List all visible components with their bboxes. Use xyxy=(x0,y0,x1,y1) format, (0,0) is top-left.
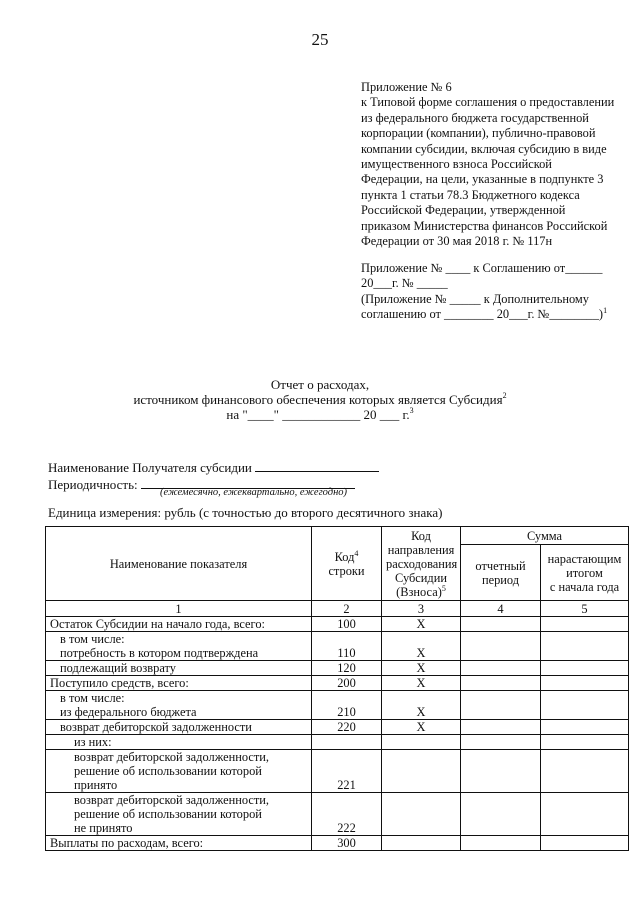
row-code-cell: 210 xyxy=(312,691,382,720)
header-reporting-period xyxy=(461,545,541,601)
reporting-value-cell[interactable] xyxy=(461,793,541,836)
indicator-name-cell xyxy=(46,691,312,720)
agreement-reference xyxy=(361,261,623,323)
cumulative-value-cell[interactable] xyxy=(541,676,629,691)
row-code-cell: 100 xyxy=(312,617,382,632)
title-line: Отчет о расходах, xyxy=(270,377,370,392)
direction-code-cell xyxy=(382,735,461,750)
header-text: Код xyxy=(411,528,431,543)
indicator-name-cell xyxy=(46,676,312,691)
table-row xyxy=(46,793,629,836)
cumulative-value-cell[interactable] xyxy=(541,735,629,750)
reporting-value-cell[interactable] xyxy=(461,750,541,793)
indicator-name-cell xyxy=(46,661,312,676)
header-row-code xyxy=(312,527,382,601)
footnote-mark: 4 xyxy=(354,548,359,558)
indicator-name: принято xyxy=(74,778,118,792)
header-text: (Взноса) xyxy=(396,584,442,599)
header-text: нарастающим xyxy=(547,551,622,566)
recipient-field: Наименование Получателя субсидии xyxy=(48,459,608,476)
header-text: с начала года xyxy=(549,579,620,594)
indicator-name-cell xyxy=(46,720,312,735)
cumulative-value-cell[interactable] xyxy=(541,632,629,661)
indicator-name: Выплаты по расходам, всего: xyxy=(50,836,204,850)
cumulative-value-cell[interactable] xyxy=(541,661,629,676)
direction-code-cell xyxy=(382,836,461,851)
indicator-name: Остаток Субсидии на начало года, всего: xyxy=(50,617,265,631)
cumulative-value-cell[interactable] xyxy=(541,836,629,851)
indicator-name: не принято xyxy=(74,821,133,835)
footnote-mark: 2 xyxy=(502,391,507,400)
agreement-line: соглашению от ________ 20___г. №________)$^1$ xyxy=(361,306,608,322)
row-code-cell: 200 xyxy=(312,676,382,691)
header-direction-code xyxy=(382,527,461,601)
row-code-cell: 120 xyxy=(312,661,382,676)
appendix-line: компании субсидии, включая субсидию в виде xyxy=(361,141,607,156)
header-text: итогом xyxy=(566,565,603,580)
indicator-name: Поступило средств, всего: xyxy=(50,676,189,690)
column-number: 2 xyxy=(312,601,382,617)
recipient-blank[interactable] xyxy=(255,459,379,472)
reporting-value-cell[interactable] xyxy=(461,691,541,720)
direction-code-cell: X xyxy=(382,691,461,720)
cumulative-value-cell[interactable] xyxy=(541,720,629,735)
reporting-value-cell[interactable] xyxy=(461,632,541,661)
indicator-name: в том числе: xyxy=(60,691,125,705)
expense-report-table xyxy=(45,526,629,851)
reporting-value-cell[interactable] xyxy=(461,661,541,676)
table-row xyxy=(46,676,629,691)
indicator-name-cell xyxy=(46,793,312,836)
column-number: 1 xyxy=(46,601,312,617)
row-code-cell: 300 xyxy=(312,836,382,851)
direction-code-cell: X xyxy=(382,617,461,632)
direction-code-cell: X xyxy=(382,632,461,661)
header-text: направления xyxy=(387,542,455,557)
indicator-name: возврат дебиторской задолженности, xyxy=(74,750,270,764)
footnote-mark: 5 xyxy=(441,583,446,593)
indicator-name-cell xyxy=(46,632,312,661)
table-row xyxy=(46,661,629,676)
table-row xyxy=(46,735,629,750)
direction-code-cell: X xyxy=(382,661,461,676)
row-code-cell: 222 xyxy=(312,793,382,836)
column-number-row xyxy=(46,601,629,617)
cumulative-value-cell[interactable] xyxy=(541,691,629,720)
direction-code-cell xyxy=(382,750,461,793)
appendix-line: имущественного взноса Российской xyxy=(361,157,552,172)
row-code-cell: 221 xyxy=(312,750,382,793)
agreement-line: (Приложение № _____ к Дополнительному xyxy=(361,291,589,306)
indicator-name: из них: xyxy=(74,735,112,749)
row-code-cell: 110 xyxy=(312,632,382,661)
indicator-name-cell xyxy=(46,750,312,793)
column-number: 4 xyxy=(461,601,541,617)
indicator-name: в том числе: xyxy=(60,632,125,646)
appendix-line: Российской Федерации, утвержденной xyxy=(361,203,566,218)
header-text: Субсидии xyxy=(395,570,447,585)
reporting-value-cell[interactable] xyxy=(461,836,541,851)
direction-code-cell: X xyxy=(382,676,461,691)
reporting-value-cell[interactable] xyxy=(461,735,541,750)
table-row xyxy=(46,632,629,661)
reporting-value-cell[interactable] xyxy=(461,720,541,735)
header-text: расходования xyxy=(386,556,458,571)
report-title xyxy=(0,377,640,422)
appendix-line: корпорации (компании), публично-правовой xyxy=(361,126,596,141)
header-text: период xyxy=(481,572,520,587)
row-code-cell: 220 xyxy=(312,720,382,735)
header-sum: Сумма xyxy=(461,527,629,545)
header-text: Код xyxy=(334,549,355,564)
indicator-name: решение об использовании которой xyxy=(74,764,262,778)
table-row xyxy=(46,750,629,793)
appendix-line: приказом Министерства финансов Российской xyxy=(361,218,608,233)
indicator-name: возврат дебиторской задолженности, xyxy=(74,793,270,807)
table-header-row xyxy=(46,527,629,545)
footnote-mark: 3 xyxy=(409,406,414,415)
indicator-name-cell xyxy=(46,617,312,632)
column-number: 5 xyxy=(541,601,629,617)
reporting-value-cell[interactable] xyxy=(461,617,541,632)
indicator-name: решение об использовании которой xyxy=(74,807,262,821)
direction-code-cell xyxy=(382,793,461,836)
header-text: строки xyxy=(328,563,365,578)
indicator-name-cell xyxy=(46,836,312,851)
footnote-mark: 1 xyxy=(603,306,608,316)
header-indicator-name: Наименование показателя xyxy=(46,527,312,601)
indicator-name: подлежащий возврату xyxy=(60,661,176,675)
table-row xyxy=(46,720,629,735)
appendix-reference xyxy=(361,80,619,249)
column-number: 3 xyxy=(382,601,461,617)
table-row xyxy=(46,836,629,851)
agreement-line: Приложение № ____ к Соглашению от______ xyxy=(361,261,603,275)
appendix-line: пункта 1 статьи 78.3 Бюджетного кодекса xyxy=(361,187,580,202)
appendix-line: Приложение № 6 xyxy=(361,80,452,94)
periodicity-field: Периодичность: xyxy=(48,476,608,493)
header-cumulative xyxy=(541,545,629,601)
cumulative-value-cell[interactable] xyxy=(541,793,629,836)
appendix-line: к Типовой форме соглашения о предоставлении xyxy=(361,95,615,110)
indicator-name: из федерального бюджета xyxy=(60,705,197,719)
table-row xyxy=(46,691,629,720)
title-line: источником финансового обеспечения которых является Субсидия$^2$ xyxy=(133,391,507,407)
page-number: 25 xyxy=(311,30,329,49)
indicator-name-cell xyxy=(46,735,312,750)
cumulative-value-cell[interactable] xyxy=(541,617,629,632)
row-code-cell xyxy=(312,735,382,750)
appendix-line: из федерального бюджета государственной xyxy=(361,110,589,125)
report-date-line: на "____" ____________ 20 ___ г.$^3$ xyxy=(226,406,414,422)
indicator-name: возврат дебиторской задолженности xyxy=(60,720,252,734)
agreement-line: 20___г. № _____ xyxy=(361,276,448,291)
appendix-line: Федерации от 30 мая 2018 г. № 117н xyxy=(361,234,553,249)
header-text: отчетный xyxy=(475,558,526,573)
direction-code-cell: X xyxy=(382,720,461,735)
periodicity-hint: (ежемесячно, ежеквартально, ежегодно) xyxy=(160,487,348,498)
indicator-name: потребность в котором подтверждена xyxy=(60,646,259,660)
reporting-value-cell[interactable] xyxy=(461,676,541,691)
cumulative-value-cell[interactable] xyxy=(541,750,629,793)
appendix-line: Федерации, на цели, указанные в подпункте 3 xyxy=(361,172,604,187)
table-row xyxy=(46,617,629,632)
unit-field: Единица измерения: рубль (с точностью до второго десятичного знака) xyxy=(48,505,443,520)
